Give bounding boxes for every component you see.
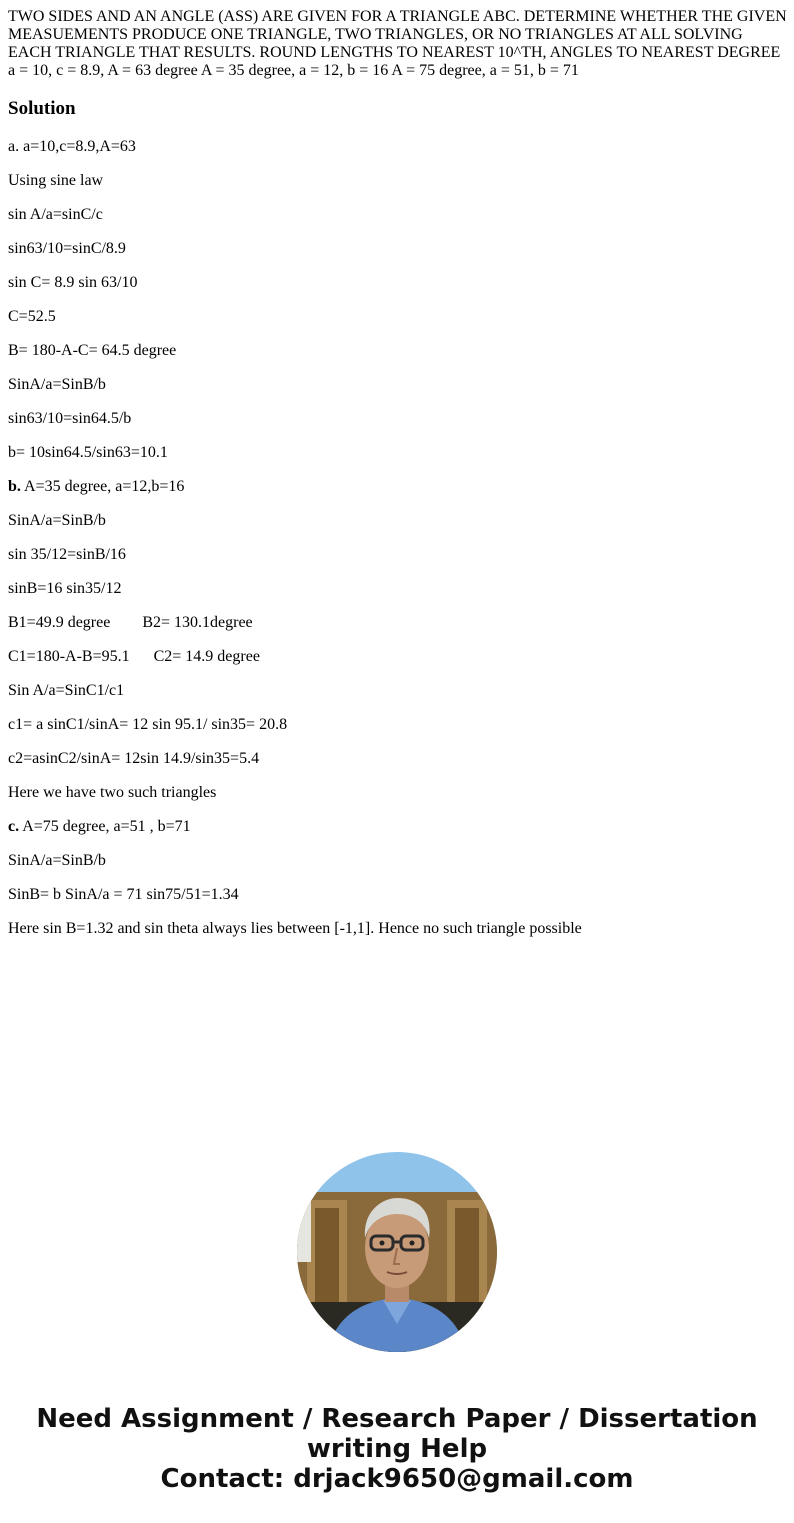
- solution-line: c2=asinC2/sinA= 12sin 14.9/sin35=5.4: [8, 750, 260, 767]
- solution-line: sin63/10=sinC/8.9: [8, 240, 126, 257]
- author-avatar: [297, 1152, 497, 1352]
- solution-line: sin C= 8.9 sin 63/10: [8, 274, 138, 291]
- part-c-given: A=75 degree, a=51 , b=71: [19, 818, 191, 835]
- question-text: TWO SIDES AND AN ANGLE (ASS) ARE GIVEN FOR A TRIANGLE ABC. DETERMINE WHETHER THE GIVEN MEASUEMENTS PRODUCE ONE TRIANGLE, TWO TRIANGLES, OR NO TRIANGLES AT ALL SOLVING EACH TRIANGLE THAT RESULTS. ROUND LENGTHS TO NEAREST 10^TH, ANGLES TO NEAREST DEGREE a = 10, c = 8.9, A = 63 degree A = 35 degree, a = 12, b = 16 A = 75 degree, a = 51, b = 71: [8, 8, 787, 79]
- promo-contact: Contact: drjack9650@gmail.com: [160, 1464, 634, 1494]
- part-c-header: [8, 818, 786, 836]
- solution-line: sin63/10=sin64.5/b: [8, 410, 132, 427]
- solution-line: c1= a sinC1/sinA= 12 sin 95.1/ sin35= 20.8: [8, 716, 288, 733]
- solution-line: Sin A/a=SinC1/c1: [8, 682, 125, 699]
- solution-line: SinA/a=SinB/b: [8, 852, 106, 869]
- promo-line-1: Need Assignment / Research Paper / Dissertation: [36, 1404, 758, 1434]
- solution-line: sinB=16 sin35/12: [8, 580, 122, 597]
- solution-line: SinA/a=SinB/b: [8, 376, 106, 393]
- solution-line: SinB= b SinA/a = 71 sin75/51=1.34: [8, 886, 239, 903]
- part-b-header: [8, 478, 786, 496]
- solution-line: Here sin B=1.32 and sin theta always lies between [-1,1]. Hence no such triangle possible: [8, 920, 582, 937]
- solution-line: b= 10sin64.5/sin63=10.1: [8, 444, 168, 461]
- solution-heading: Solution: [8, 98, 76, 119]
- solution-line: B= 180-A-C= 64.5 degree: [8, 342, 177, 359]
- person-portrait-icon: [297, 1152, 497, 1352]
- solution-line: C1=180-A-B=95.1 C2= 14.9 degree: [8, 648, 260, 665]
- solution-line: a. a=10,c=8.9,A=63: [8, 138, 136, 155]
- solution-line: sin A/a=sinC/c: [8, 206, 103, 223]
- solution-line: Here we have two such triangles: [8, 784, 217, 801]
- promo-line-2: writing Help: [306, 1434, 488, 1464]
- solution-line: sin 35/12=sinB/16: [8, 546, 126, 563]
- promo-banner: [0, 1404, 794, 1494]
- solution-line: SinA/a=SinB/b: [8, 512, 106, 529]
- part-b-given: A=35 degree, a=12,b=16: [20, 478, 185, 495]
- part-c-label: c.: [8, 818, 20, 835]
- solution-line: C=52.5: [8, 308, 56, 325]
- solution-line: B1=49.9 degree B2= 130.1degree: [8, 614, 253, 631]
- part-b-label: b.: [8, 478, 21, 495]
- solution-body: [8, 138, 786, 954]
- solution-line: Using sine law: [8, 172, 104, 189]
